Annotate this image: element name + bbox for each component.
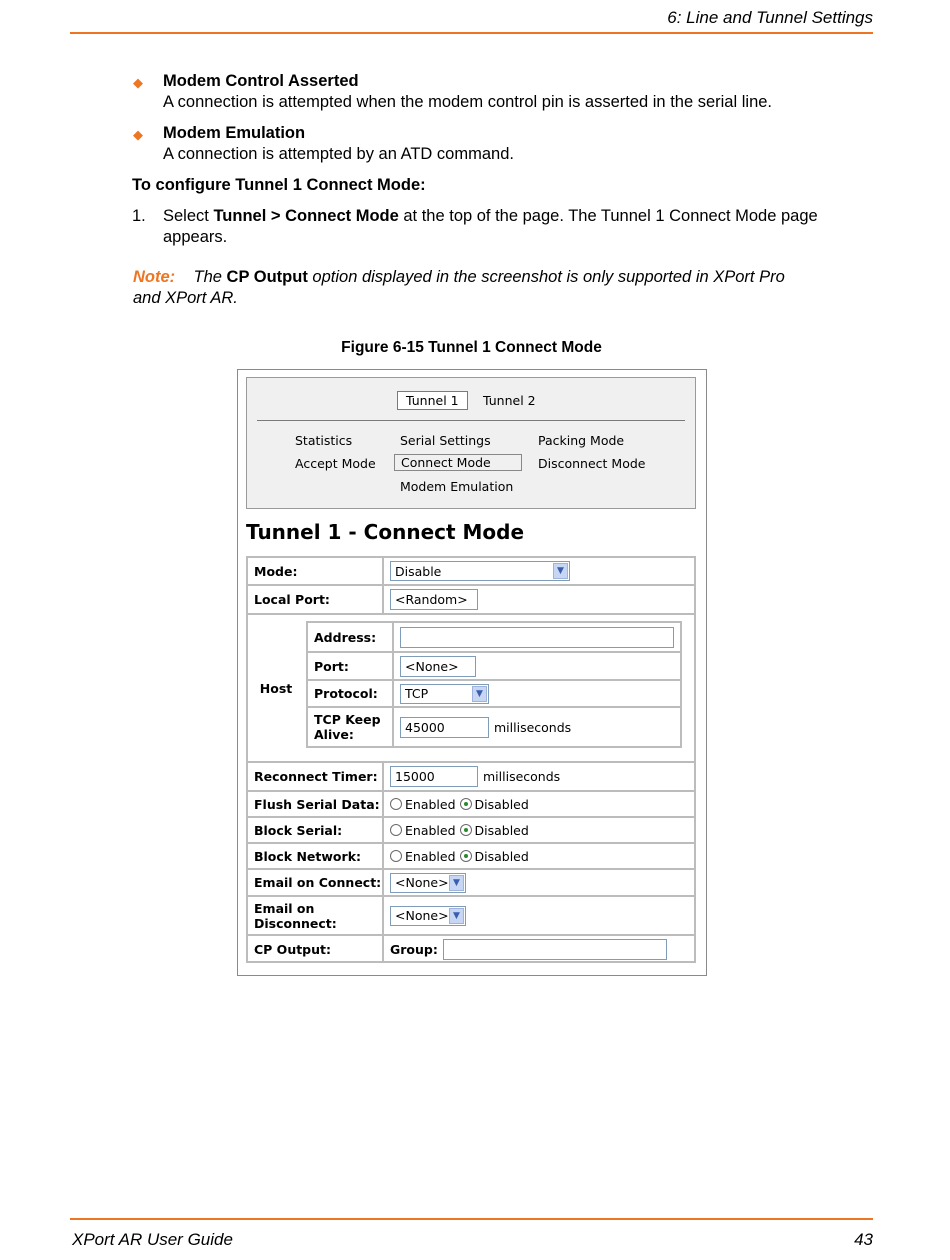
nav-statistics[interactable]: Statistics bbox=[295, 433, 353, 448]
flush-label: Flush Serial Data: bbox=[248, 792, 384, 816]
step-text: Select Tunnel > Connect Mode at the top of the page. The Tunnel 1 Connect Mode page appears. bbox=[163, 207, 818, 246]
keepalive-label: TCP Keep Alive: bbox=[308, 708, 394, 746]
page-number: 43 bbox=[854, 1230, 873, 1249]
mode-select[interactable]: Disable ▼ bbox=[390, 561, 570, 581]
block-serial-disabled-radio[interactable] bbox=[460, 824, 472, 836]
block-serial-label: Block Serial: bbox=[248, 818, 384, 842]
bullet-title: Modem Control Asserted bbox=[163, 72, 359, 90]
tunnel-nav bbox=[246, 377, 696, 509]
connect-mode-form bbox=[246, 556, 696, 963]
email-disconnect-select[interactable]: <None> ▼ bbox=[390, 906, 466, 926]
host-table bbox=[306, 621, 682, 748]
address-input[interactable] bbox=[400, 627, 674, 648]
block-network-row bbox=[248, 844, 694, 870]
footer-guide-title: XPort AR User Guide bbox=[72, 1230, 233, 1249]
email-connect-select[interactable]: <None> ▼ bbox=[390, 873, 466, 893]
nav-accept-mode[interactable]: Accept Mode bbox=[295, 456, 376, 471]
mode-row bbox=[248, 558, 694, 586]
email-connect-row bbox=[248, 870, 694, 897]
block-network-disabled-radio[interactable] bbox=[460, 850, 472, 862]
flush-enabled-radio[interactable] bbox=[390, 798, 402, 810]
chevron-down-icon: ▼ bbox=[472, 686, 487, 702]
protocol-select[interactable]: TCP ▼ bbox=[400, 684, 489, 704]
block-network-enabled-radio[interactable] bbox=[390, 850, 402, 862]
connect-mode-screenshot bbox=[237, 369, 707, 976]
group-label: Group: bbox=[390, 942, 438, 957]
protocol-label: Protocol: bbox=[308, 681, 394, 706]
chevron-down-icon: ▼ bbox=[449, 875, 464, 891]
bullet-desc: A connection is attempted by an ATD command. bbox=[163, 145, 514, 163]
page-title: Tunnel 1 - Connect Mode bbox=[246, 520, 525, 544]
footer-rule bbox=[70, 1218, 873, 1220]
nav-serial-settings[interactable]: Serial Settings bbox=[400, 433, 491, 448]
nav-packing-mode[interactable]: Packing Mode bbox=[538, 433, 625, 448]
email-connect-label: Email on Connect: bbox=[248, 870, 384, 895]
tab-tunnel-2[interactable]: Tunnel 2 bbox=[483, 393, 536, 408]
disabled-label: Disabled bbox=[474, 848, 529, 864]
chevron-down-icon: ▼ bbox=[553, 563, 568, 579]
local-port-label: Local Port: bbox=[248, 586, 384, 613]
disabled-label: Disabled bbox=[474, 796, 529, 812]
local-port-input[interactable]: <Random> bbox=[390, 589, 478, 610]
reconnect-unit: milliseconds bbox=[483, 769, 561, 784]
cp-output-row bbox=[248, 936, 694, 963]
nav-connect-mode[interactable]: Connect Mode bbox=[394, 454, 522, 471]
diamond-bullet-icon: ◆ bbox=[133, 75, 143, 90]
port-label: Port: bbox=[308, 653, 394, 679]
disabled-label: Disabled bbox=[474, 822, 529, 838]
address-row bbox=[308, 623, 680, 653]
flush-disabled-radio[interactable] bbox=[460, 798, 472, 810]
port-input[interactable]: <None> bbox=[400, 656, 476, 677]
enabled-label: Enabled bbox=[405, 796, 456, 812]
reconnect-row bbox=[248, 763, 694, 792]
local-port-row bbox=[248, 586, 694, 615]
chevron-down-icon: ▼ bbox=[449, 908, 464, 924]
nav-modem-emulation[interactable]: Modem Emulation bbox=[400, 479, 514, 494]
email-disconnect-row bbox=[248, 897, 694, 936]
procedure-heading: To configure Tunnel 1 Connect Mode: bbox=[132, 176, 426, 194]
email-disconnect-label: Email on Disconnect: bbox=[248, 897, 384, 934]
enabled-label: Enabled bbox=[405, 822, 456, 838]
tab-tunnel-1[interactable]: Tunnel 1 bbox=[397, 391, 468, 410]
diamond-bullet-icon: ◆ bbox=[133, 127, 143, 142]
keepalive-unit: milliseconds bbox=[494, 719, 572, 735]
bullet-desc: A connection is attempted when the modem control pin is asserted in the serial line. bbox=[163, 93, 773, 111]
reconnect-label: Reconnect Timer: bbox=[248, 763, 384, 790]
chapter-header: 6: Line and Tunnel Settings bbox=[667, 8, 873, 27]
keepalive-row bbox=[308, 708, 680, 746]
reconnect-input[interactable]: 15000 bbox=[390, 766, 478, 787]
bullet-title: Modem Emulation bbox=[163, 124, 306, 142]
cp-output-label: CP Output: bbox=[248, 936, 384, 963]
protocol-row bbox=[308, 681, 680, 708]
note: Note: The CP Output option displayed in the screenshot is only supported in XPort Pro and XPort AR. bbox=[133, 268, 785, 307]
keepalive-input[interactable]: 45000 bbox=[400, 717, 489, 738]
group-input[interactable] bbox=[443, 939, 667, 960]
note-label: Note: bbox=[133, 268, 176, 286]
nav-divider bbox=[257, 420, 685, 421]
host-row bbox=[248, 615, 694, 763]
step-number: 1. bbox=[132, 207, 146, 225]
header-rule bbox=[70, 32, 873, 34]
port-row bbox=[308, 653, 680, 681]
host-label: Host bbox=[259, 680, 293, 696]
block-network-label: Block Network: bbox=[248, 844, 384, 868]
address-label: Address: bbox=[308, 623, 394, 651]
nav-disconnect-mode[interactable]: Disconnect Mode bbox=[538, 456, 646, 471]
block-serial-enabled-radio[interactable] bbox=[390, 824, 402, 836]
block-serial-row bbox=[248, 818, 694, 844]
figure-caption: Figure 6-15 Tunnel 1 Connect Mode bbox=[341, 339, 602, 356]
enabled-label: Enabled bbox=[405, 848, 456, 864]
mode-label: Mode: bbox=[248, 558, 384, 584]
flush-row bbox=[248, 792, 694, 818]
